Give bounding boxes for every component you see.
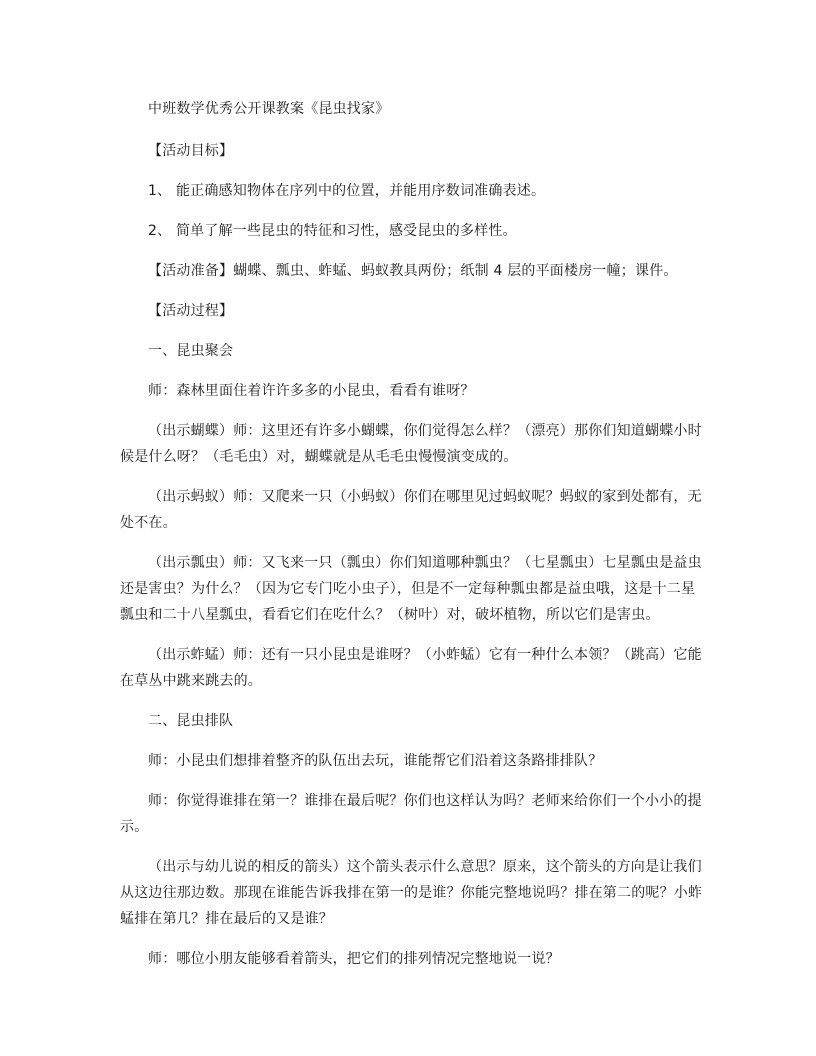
paragraph-9: 师：哪位小朋友能够看着箭头，把它们的排列情况完整地说一说？ — [148, 951, 560, 967]
paragraph-3-line-1: （出示蚂蚁）师：又爬来一只（小蚂蚁）你们在哪里见过蚂蚁呢？蚂蚁的家到处都有，无 — [148, 489, 702, 505]
paragraph-7-line-2: 示。 — [120, 819, 149, 835]
paragraph-4-line-2: 还是害虫？为什么？（因为它专门吃小虫子），但是不一定每种瓢虫都是益虫哦，这是十二星 — [120, 581, 696, 597]
goal-heading: 【活动目标】 — [148, 143, 234, 159]
prep-text: 蝴蝶、瓢虫、蚱蜢、蚂蚁教具两份；纸制 4 层的平面楼房一幢；课件。 — [233, 263, 678, 279]
paragraph-4-line-3: 瓢虫和二十八星瓢虫，看看它们在吃什么？（树叶）对，破坏植物，所以它们是害虫。 — [120, 607, 660, 623]
goal-item-1: 1、 能正确感知物体在序列中的位置，并能用序数词准确表述。 — [148, 183, 546, 199]
section-heading-1: 一、昆虫聚会 — [148, 343, 234, 359]
paragraph-5-line-2: 在草丛中跳来跳去的。 — [120, 673, 262, 689]
paragraph-4-line-1: （出示瓢虫）师：又飞来一只（瓢虫）你们知道哪种瓢虫？（七星瓢虫）七星瓢虫是益虫 — [148, 555, 702, 571]
section-heading-2: 二、昆虫排队 — [148, 713, 234, 729]
paragraph-3-line-2: 处不在。 — [120, 515, 177, 531]
document-title: 中班数学优秀公开课教案《昆虫找家》 — [148, 101, 390, 117]
paragraph-5-line-1: （出示蚱蜢）师：还有一只小昆虫是谁呀？（小蚱蜢）它有一种什么本领？（跳高）它能 — [148, 647, 702, 663]
paragraph-6: 师：小昆虫们想排着整齐的队伍出去玩，谁能帮它们沿着这条路排排队？ — [148, 753, 603, 769]
prep-line — [148, 261, 678, 281]
paragraph-8-line-2: 从这边往那边数。那现在谁能告诉我排在第一的是谁？你能完整地说吗？排在第二的呢？小蚱 — [120, 885, 703, 901]
process-heading: 【活动过程】 — [148, 303, 234, 319]
paragraph-7-line-1: 师：你觉得谁排在第一？谁排在最后呢？你们也这样认为吗？老师来给你们一个小小的提 — [148, 793, 702, 809]
goal-item-2: 2、 简单了解一些昆虫的特征和习性，感受昆虫的多样性。 — [148, 223, 517, 239]
paragraph-8-line-1: （出示与幼儿说的相反的箭头）这个箭头表示什么意思？原来，这个箭头的方向是让我们 — [148, 859, 702, 875]
paragraph-2-line-2: 候是什么呀？（毛毛虫）对，蝴蝶就是从毛毛虫慢慢演变成的。 — [120, 449, 518, 465]
prep-label: 【活动准备】 — [148, 263, 234, 279]
paragraph-1: 师：森林里面住着许许多多的小昆虫，看看有谁呀？ — [148, 383, 475, 399]
paragraph-8-line-3: 蜢排在第几？排在最后的又是谁？ — [120, 911, 333, 927]
paragraph-2-line-1: （出示蝴蝶）师：这里还有许多小蝴蝶，你们觉得怎么样？（漂亮）那你们知道蝴蝶小时 — [148, 423, 702, 439]
